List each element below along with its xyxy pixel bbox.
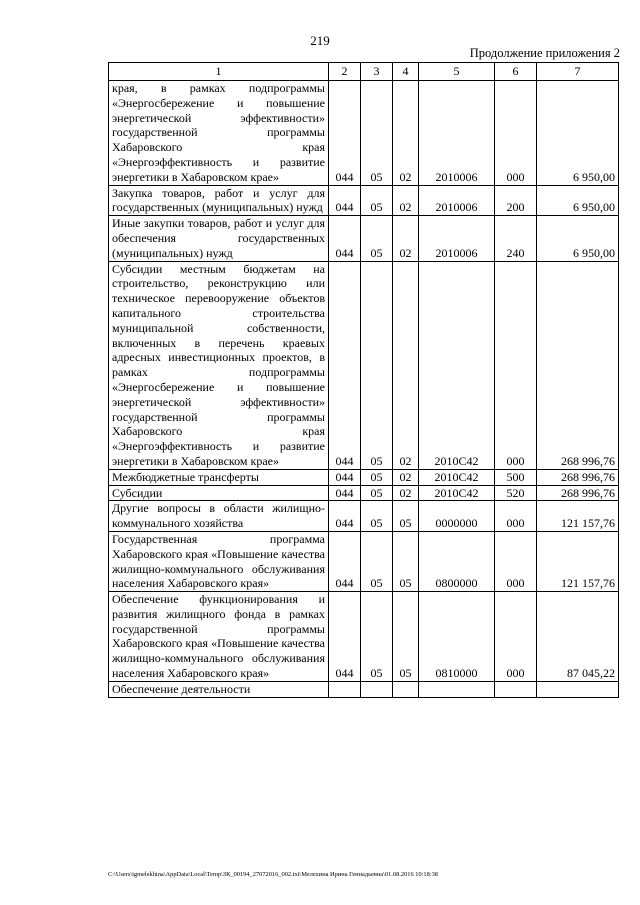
row-code-ministry: 044	[329, 592, 361, 682]
row-amount: 268 996,76	[537, 469, 619, 485]
row-code-target	[419, 681, 495, 697]
row-code-target: 2010С42	[419, 485, 495, 501]
row-name: Государственная программа Хабаровского края «Повышение качества жилищно-коммунального обслуживания населения Хабаровского края»	[109, 531, 329, 591]
row-code-subsection: 02	[393, 261, 419, 469]
row-code-expense: 000	[495, 261, 537, 469]
row-code-subsection: 05	[393, 531, 419, 591]
row-code-ministry	[329, 681, 361, 697]
row-name: Субсидии	[109, 485, 329, 501]
row-code-expense: 520	[495, 485, 537, 501]
row-amount: 268 996,76	[537, 261, 619, 469]
row-code-section: 05	[361, 81, 393, 186]
row-code-expense: 000	[495, 531, 537, 591]
row-name: Межбюджетные трансферты	[109, 469, 329, 485]
row-code-subsection: 02	[393, 216, 419, 261]
row-amount: 6 950,00	[537, 185, 619, 216]
row-code-subsection: 05	[393, 592, 419, 682]
row-amount: 121 157,76	[537, 531, 619, 591]
row-code-ministry: 044	[329, 531, 361, 591]
row-amount	[537, 681, 619, 697]
table-row	[109, 501, 619, 532]
row-code-target: 2010006	[419, 216, 495, 261]
row-code-expense: 200	[495, 185, 537, 216]
row-name: Иные закупки товаров, работ и услуг для обеспечения государственных (муниципальных) нужд	[109, 216, 329, 261]
row-code-target: 2010С42	[419, 469, 495, 485]
row-code-target: 0800000	[419, 531, 495, 591]
row-code-subsection: 02	[393, 81, 419, 186]
row-code-ministry: 044	[329, 469, 361, 485]
row-code-target: 2010006	[419, 185, 495, 216]
row-code-section: 05	[361, 185, 393, 216]
row-code-expense: 500	[495, 469, 537, 485]
row-code-ministry: 044	[329, 185, 361, 216]
row-amount: 6 950,00	[537, 216, 619, 261]
page-number: 219	[310, 33, 330, 48]
row-code-subsection: 02	[393, 185, 419, 216]
row-amount: 121 157,76	[537, 501, 619, 532]
footer-file-path: C:\Users\igmelekhina\AppData\Local\Temp\ЗК_00194_27072016_002.txt\Мелехина Ирина Геннадьевна\01.08.2016 10:18:38	[108, 871, 438, 878]
table-row	[109, 531, 619, 591]
table-row	[109, 469, 619, 485]
row-code-section	[361, 681, 393, 697]
row-code-section: 05	[361, 592, 393, 682]
col-header-4: 4	[393, 63, 419, 81]
row-code-ministry: 044	[329, 501, 361, 532]
row-code-section: 05	[361, 469, 393, 485]
row-code-ministry: 044	[329, 485, 361, 501]
col-header-5: 5	[419, 63, 495, 81]
row-name: Субсидии местным бюджетам на строительство, реконструкцию или техническое перевооружение объектов капитального строительства муниципальной собственности, включенных в перечень краевых адресных инвестиционных проектов, в рамках подпрограммы «Энергосбережение и повышение энергетической эффективности» государственной программы Хабаровского края «Энергоэффективность и развитие энергетики в Хабаровском крае»	[109, 261, 329, 469]
row-code-subsection	[393, 681, 419, 697]
table-row	[109, 485, 619, 501]
col-header-3: 3	[361, 63, 393, 81]
row-code-section: 05	[361, 531, 393, 591]
row-code-section: 05	[361, 261, 393, 469]
row-code-expense: 000	[495, 81, 537, 186]
budget-table	[108, 62, 619, 698]
row-amount: 268 996,76	[537, 485, 619, 501]
col-header-6: 6	[495, 63, 537, 81]
row-code-target: 0000000	[419, 501, 495, 532]
table-row	[109, 681, 619, 697]
row-code-expense: 240	[495, 216, 537, 261]
col-header-1: 1	[109, 63, 329, 81]
row-code-target: 2010С42	[419, 261, 495, 469]
header-row	[109, 63, 619, 81]
row-amount: 87 045,22	[537, 592, 619, 682]
col-header-2: 2	[329, 63, 361, 81]
row-code-subsection: 05	[393, 501, 419, 532]
row-code-subsection: 02	[393, 485, 419, 501]
row-name: Закупка товаров, работ и услуг для государственных (муниципальных) нужд	[109, 185, 329, 216]
row-code-target: 0810000	[419, 592, 495, 682]
row-code-section: 05	[361, 216, 393, 261]
row-code-expense: 000	[495, 592, 537, 682]
row-code-section: 05	[361, 485, 393, 501]
row-code-expense	[495, 681, 537, 697]
row-amount: 6 950,00	[537, 81, 619, 186]
row-code-ministry: 044	[329, 81, 361, 186]
row-code-target: 2010006	[419, 81, 495, 186]
table-row	[109, 592, 619, 682]
row-code-section: 05	[361, 501, 393, 532]
row-name: Другие вопросы в области жилищно-коммунального хозяйства	[109, 501, 329, 532]
table-row	[109, 81, 619, 186]
table-row	[109, 185, 619, 216]
row-name: Обеспечение функционирования и развития жилищного фонда в рамках государственной программы Хабаровского края «Повышение качества жилищно-коммунального обслуживания населения Хабаровского края»	[109, 592, 329, 682]
table-row	[109, 216, 619, 261]
continuation-label: Продолжение приложения 2	[469, 46, 620, 60]
row-name: Обеспечение деятельности	[109, 681, 329, 697]
table-row	[109, 261, 619, 469]
row-code-expense: 000	[495, 501, 537, 532]
col-header-7: 7	[537, 63, 619, 81]
row-code-ministry: 044	[329, 261, 361, 469]
row-code-ministry: 044	[329, 216, 361, 261]
row-name: края, в рамках подпрограммы «Энергосбережение и повышение энергетической эффективности» государственной программы Хабаровского края «Энергоэффективность и развитие энергетики в Хабаровском крае»	[109, 81, 329, 186]
row-code-subsection: 02	[393, 469, 419, 485]
